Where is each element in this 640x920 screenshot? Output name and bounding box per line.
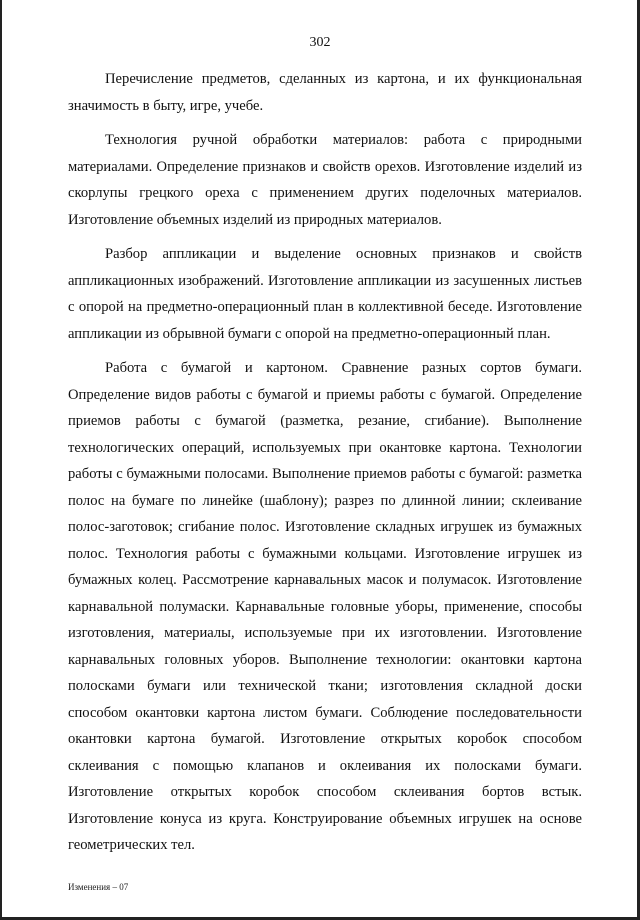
footer-revision: Изменения – 07 bbox=[68, 882, 129, 892]
page-number: 302 bbox=[309, 35, 331, 50]
paragraph-paper-and-cardboard: Работа с бумагой и картоном. Сравнение разных сортов бумаги. Определение видов работы с бумагой и приемы работы с бумагой. Определение приемов работы с бумагой (разметка, резание, сгибание). Выполнение технологических операций, используемых при окантовке картона. Технологии работы с бумажными полосами. Выполнение приемов работы с бумагой: разметка полос на бумаге по линейке (шаблону); разрез по длинной линии; склеивание полос-заготовок; сгибание полос. Изготовление складных игрушек из бумажных полос. Технология работы с бумажными кольцами. Изготовление игрушек из бумажных колец. Рассмотрение карнавальных масок и полумасок. Изготовление карнавальной полумаски. Карнавальные головные уборы, применение, способы изготовления, материалы, используемые при их изготовлении. Изготовление карнавальных головных уборов. Выполнение технологии: окантовки картона полосками бумаги или технической ткани; изготовления складной доски способом окантовки картона листом бумаги. Соблюдение последовательности окантовки картона бумагой. Изготовление открытых коробок способом склеивания с помощью клапанов и оклеивания их полосками бумаги. Изготовление открытых коробок способом склеивания бортов встык. Изготовление конуса из круга. Конструирование объемных игрушек на основе геометрических тел. bbox=[68, 360, 582, 853]
paragraph-cardboard-items: Перечисление предметов, сделанных из картона, и их функциональная значимость в быту, игре, учебе. bbox=[68, 71, 582, 114]
scan-edge-left bbox=[0, 0, 2, 920]
paragraph-natural-materials: Технология ручной обработки материалов: работа с природными материалами. Определение признаков и свойств орехов. Изготовление изделий из скорлупы грецкого ореха с применением других поделочных материалов. Изготовление объемных изделий из природных материалов. bbox=[68, 132, 582, 228]
document-body bbox=[68, 66, 582, 867]
paragraph-applique: Разбор аппликации и выделение основных признаков и свойств аппликационных изображений. Изготовление аппликации из засушенных листьев с опорой на предметно-операционный план в коллективной беседе. Изготовление аппликации из обрывной бумаги с опорой на предметно-операционный план. bbox=[68, 246, 582, 342]
